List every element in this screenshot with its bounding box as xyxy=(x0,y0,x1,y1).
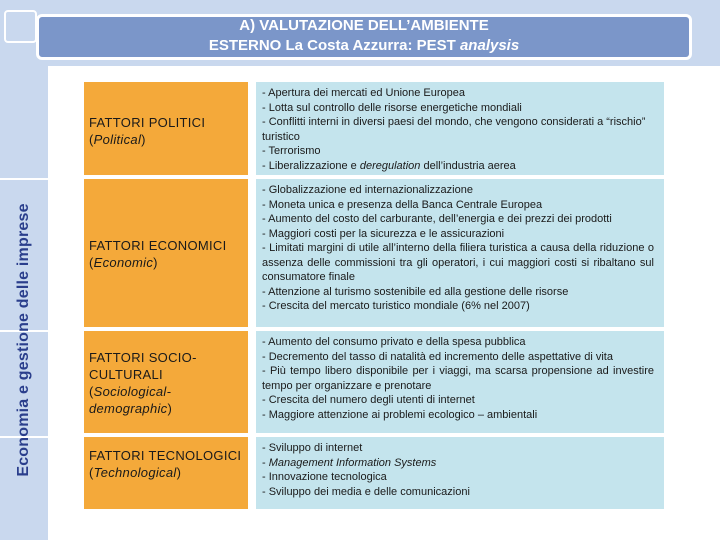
detail-item xyxy=(262,456,654,471)
factor-sub: Sociological-demographic xyxy=(89,384,172,416)
factor-row-socio-cultural xyxy=(84,331,666,433)
factor-sub-line: (Technological) xyxy=(89,465,182,480)
detail-item: - Aumento del costo del carburante, dell’energia e dei prezzi dei prodotti xyxy=(262,213,612,225)
detail-item: - Più tempo libero disponibile per i viaggi, ma scarsa propensione ad investire tempo per organizzare e prenotare xyxy=(262,365,654,392)
detail-item: - Attenzione al turismo sostenibile ed alla gestione delle risorse xyxy=(262,285,569,298)
detail-item: - Innovazione tecnologica xyxy=(262,471,387,483)
factor-label-block xyxy=(89,237,245,271)
factor-sub-line: (Political) xyxy=(89,132,146,147)
factor-sub: Economic xyxy=(93,255,154,270)
detail-item-text-after: dell’industria aerea xyxy=(420,159,516,172)
title-line-1: A) VALUTAZIONE DELL’AMBIENTE xyxy=(239,17,489,34)
side-label: Economia e gestione delle imprese xyxy=(15,203,32,477)
factor-label-block xyxy=(89,114,245,148)
detail-item-italic: Management Information Systems xyxy=(268,456,437,469)
title-line-2-main: ESTERNO La Costa Azzurra: PEST xyxy=(208,37,460,54)
factor-cell xyxy=(84,437,248,509)
detail-item: - Terrorismo xyxy=(262,145,321,157)
detail-item: - Aumento del consumo privato e della spesa pubblica xyxy=(262,336,526,348)
detail-item: - Lotta sul controllo delle risorse energetiche mondiali xyxy=(262,101,522,114)
slide-title xyxy=(36,16,692,56)
side-divider xyxy=(0,178,48,180)
detail-item: - Conflitti interni in diversi paesi del mondo, che vengono considerati a “rischio” turistico xyxy=(262,116,646,143)
detail-item xyxy=(262,159,654,174)
detail-item: - Sviluppo dei media e delle comunicazioni xyxy=(262,485,470,498)
factor-row-technological xyxy=(84,437,666,509)
detail-cell xyxy=(256,179,664,327)
detail-item: - Globalizzazione ed internazionalizzazione xyxy=(262,184,473,196)
detail-cell xyxy=(256,437,664,509)
factor-label-block xyxy=(89,447,245,481)
detail-item-text: - xyxy=(262,456,269,469)
title-line-2-italic: analysis xyxy=(459,37,520,54)
detail-item: - Maggiori costi per la sicurezza e le assicurazioni xyxy=(262,227,505,240)
detail-item: - Maggiore attenzione ai problemi ecologico – ambientali xyxy=(262,408,538,421)
factor-label: FATTORI TECNOLOGICI xyxy=(89,448,242,463)
detail-item: - Apertura dei mercati ed Unione Europea xyxy=(262,87,466,99)
logo-frame xyxy=(4,10,37,43)
detail-item: - Sviluppo di internet xyxy=(262,442,363,454)
factor-label-block xyxy=(89,349,245,417)
detail-item-text: - Liberalizzazione e xyxy=(262,159,360,172)
detail-item: - Crescita del numero degli utenti di internet xyxy=(262,394,475,406)
factor-label: FATTORI SOCIO-CULTURALI xyxy=(89,350,197,382)
title-line-2 xyxy=(36,36,692,56)
factor-row-political xyxy=(84,82,666,175)
factor-cell xyxy=(84,331,248,433)
factor-sub-line: (Sociological-demographic) xyxy=(89,384,173,416)
factor-label: FATTORI ECONOMICI xyxy=(89,238,227,253)
detail-item: - Decremento del tasso di natalità ed incremento delle aspettative di vita xyxy=(262,350,613,363)
factor-cell xyxy=(84,179,248,327)
detail-item-italic: deregulation xyxy=(359,159,421,172)
detail-item: - Limitati margini di utile all’interno della filiera turistica a causa della riduzione o assenza delle commissioni tra gli operatori, i cui maggiori costi si ribaltano sul consumatore finale xyxy=(262,242,654,283)
detail-cell xyxy=(256,331,664,433)
detail-item: - Moneta unica e presenza della Banca Centrale Europea xyxy=(262,198,543,211)
factor-row-economic xyxy=(84,179,666,327)
factor-sub: Political xyxy=(93,132,142,147)
detail-cell xyxy=(256,82,664,175)
factor-label: FATTORI POLITICI xyxy=(89,115,206,130)
detail-item: - Crescita del mercato turistico mondiale (6% nel 2007) xyxy=(262,300,530,312)
factor-cell xyxy=(84,82,248,175)
factor-sub-line: (Economic) xyxy=(89,255,158,270)
factor-sub: Technological xyxy=(93,465,177,480)
